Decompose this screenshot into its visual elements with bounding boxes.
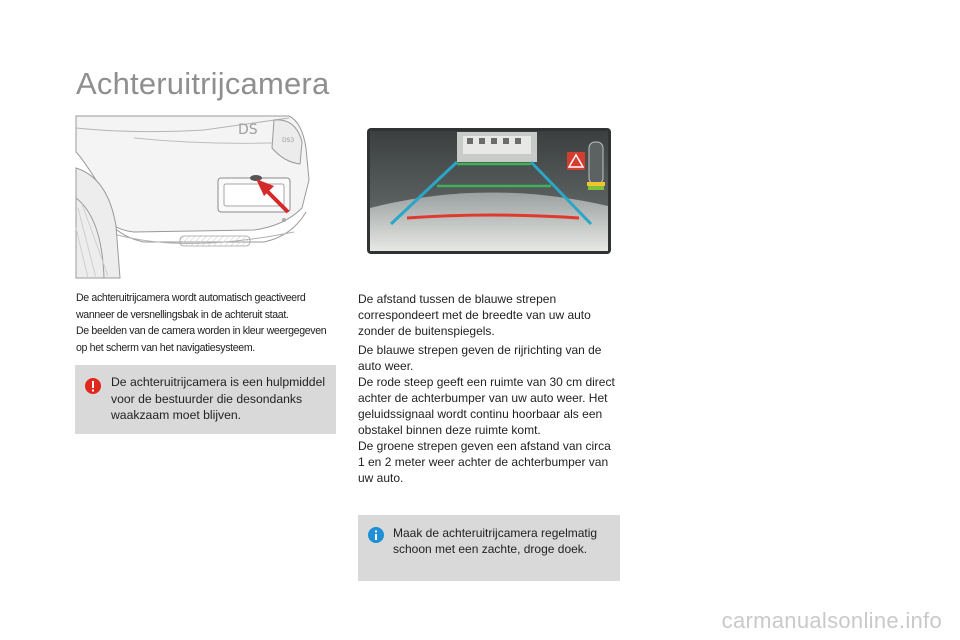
page-title: Achteruitrijcamera bbox=[76, 66, 330, 101]
car-rear-illustration bbox=[74, 108, 336, 280]
intro-paragraph: De achteruitrijcamera wordt automatisch geactiveerd wanneer de versnellingsbak in de achteruit staat. De beelden van de camera worden in kleur weergegeven op het scherm van het navigatiesysteem. bbox=[76, 292, 327, 354]
svg-text:DS3: DS3 bbox=[282, 137, 295, 144]
info-icon bbox=[368, 527, 384, 543]
warning-text: De achteruitrijcamera is een hulpmiddel voor de bestuurder die desondanks waakzaam moet blijven. bbox=[111, 375, 326, 422]
watermark: carmanualsonline.info bbox=[721, 608, 942, 633]
guidelines-paragraph: De blauwe strepen geven de rijrichting van de auto weer. De rode steep geeft een ruimte van 30 cm direct achter de achterbumper van uw auto weer. Het geluidssignaal wordt continu hoorbaar als een obstakel binnen deze ruimte komt. De groene strepen geven een afstand van circa 1 en 2 meter weer achter de achterbumper van uw auto. bbox=[358, 343, 615, 485]
warning-box bbox=[75, 365, 336, 434]
distance-paragraph: De afstand tussen de blauwe strepen correspondeert met de breedte van uw auto zonder de buitenspiegels. bbox=[358, 292, 591, 338]
exclamation-icon bbox=[85, 378, 101, 394]
camera-view-drawing bbox=[367, 128, 611, 254]
camera-view-screen bbox=[367, 128, 611, 254]
info-box bbox=[358, 515, 620, 581]
svg-text:DS: DS bbox=[238, 122, 258, 138]
info-text: Maak de achteruitrijcamera regelmatig schoon met een zachte, droge doek. bbox=[393, 526, 598, 556]
car-rear-drawing bbox=[74, 108, 336, 280]
